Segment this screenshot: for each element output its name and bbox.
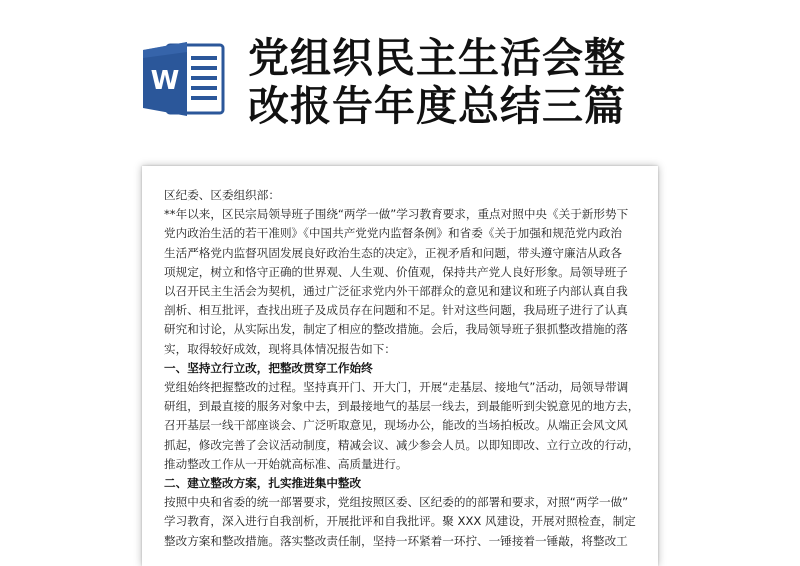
- body-line: 研究和讨论，从实际出发，制定了相应的整改措施。会后，我局领导班子狠抓整改措施的落: [164, 322, 628, 337]
- page-title: [248, 34, 768, 130]
- body-line: 推动整改工作从一开始就高标准、高质量进行。: [164, 456, 408, 471]
- word-document-icon: [141, 40, 225, 118]
- document-page-preview: [142, 166, 658, 566]
- body-line: 研组，到最直接的服务对象中去，到最接地气的基层一线去，到最能听到尖锐意见的地方去，: [164, 399, 640, 414]
- salutation: 区纪委、区委组织部：: [164, 188, 280, 202]
- body-line: 党内政治生活的若干准则》《中国共产党党内监督条例》和省委《关于加强和规范党内政治: [164, 226, 622, 241]
- section-heading-1: 一、坚持立行立改，把整改贯穿工作始终: [164, 360, 373, 375]
- body-line: 剖析、相互批评，查找出班子及成员存在问题和不足。针对这些问题，我局班子进行了认真: [164, 303, 628, 318]
- body-line: 按照中央和省委的统一部署要求，党组按照区委、区纪委的的部署和要求，对照“两学一做”: [164, 495, 629, 510]
- body-line: 整改方案和整改措施。落实整改责任制，坚持一环紧着一环拧、一锤接着一锤敲，将整改工: [164, 533, 628, 548]
- body-line: 生活严格党内监督巩固发展良好政治生态的决定》，正视矛盾和问题，带头遵守廉洁从政各: [164, 245, 622, 260]
- body-line: 以召开民主生活会为契机，通过广泛征求党内外干部群众的意见和建议和班子内部认真自我: [164, 284, 628, 299]
- body-line: 党组始终把握整改的过程。坚持真开门、开大门，开展“走基层、接地气”活动，局领导带调: [164, 380, 629, 395]
- title-line-2: 改报告年度总结三篇: [248, 82, 626, 130]
- body-line: 召开基层一线干部座谈会、广泛听取意见，现场办公，能改的当场拍板改。从端正会风文风: [164, 418, 628, 433]
- word-logo-letter: W: [150, 66, 180, 96]
- body-line: 抓起，修改完善了会议活动制度，精减会议、减少参会人员。以即知即改、立行立改的行动，: [164, 437, 640, 452]
- body-line: 学习教育，深入进行自我剖析，开展批评和自我批评。聚 XXX 风建设，开展对照检查，制定: [164, 514, 636, 529]
- word-logo-svg: [141, 40, 225, 118]
- body-line: **年以来，区民宗局领导班子围绕“两学一做”学习教育要求，重点对照中央《关于新形势下: [164, 207, 629, 222]
- body-line: 项规定，树立和恪守正确的世界观、人生观、价值观，保持共产党人良好形象。局领导班子: [164, 264, 628, 279]
- body-line: 实，取得较好成效，现将具体情况报告如下：: [164, 341, 396, 356]
- title-line-1: 党组织民主生活会整: [248, 34, 626, 82]
- section-heading-2: 二、建立整改方案，扎实推进集中整改: [164, 476, 362, 491]
- document-body: [164, 186, 642, 551]
